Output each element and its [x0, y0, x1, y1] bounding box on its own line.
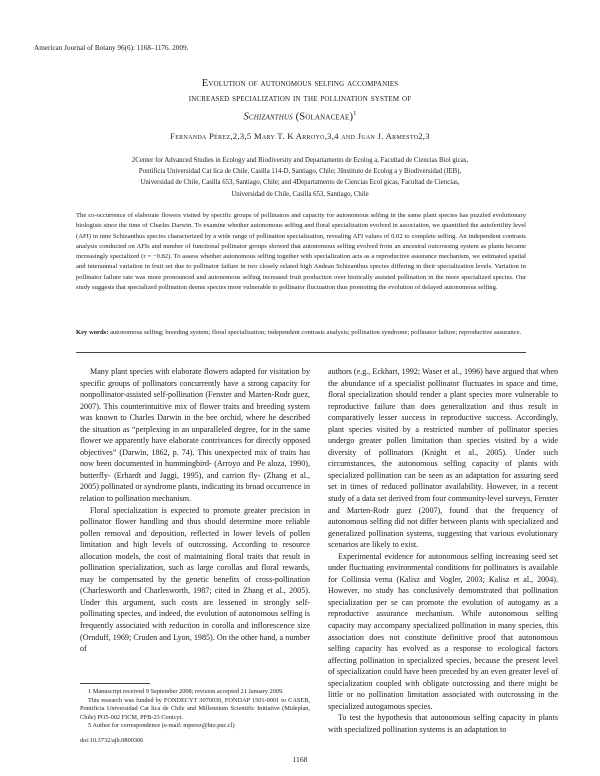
body-column-right — [328, 366, 558, 736]
title-line-3 — [60, 106, 540, 125]
section-divider — [76, 352, 526, 353]
footnote-divider — [80, 683, 150, 684]
title-genus: Schizanthus — [243, 111, 293, 123]
body-paragraph: authors (e.g., Eckhart, 1992; Waser et al., 1996) have argued that when the abundance of a specialist pollinator fluctuates in space and time, floral specialization should render a plant species more vulnerable to reproductive failure than does generalization and thus result in comparatively lesser success in reproductive success. Accordingly, plant species visited by a restricted number of pollinator species undergo greater pollen limitation than species visited by a wide diversity of pollinators (Knight et al., 2005). Under such circumstances, the autonomous selfing capacity of plants with specialized pollination can be seen as an adaptation for assuring seed set in times of reduced pollinator availability. However, in a recent study of a data set derived from four community-level surveys, Fenster and Marten-Rodr guez (2007), found that the frequency of autonomous selfing did not differ between plants with specialized and generalized pollination systems, suggesting that various evolutionary scenarios are likely to exist. — [328, 367, 558, 550]
footnote: This research was funded by FONDECYT 3070030, FONDAP 1501-0001 to CASEB, Pontificia Universidad Cat lica de Chile and Millennium Scientific Initiative (Mideplan, Chile) PO5-002 FICM, PFB-23 Conicyt. — [80, 696, 310, 721]
page-number: 1168 — [292, 755, 308, 764]
article-title — [60, 76, 540, 125]
author-list: Fernanda Pérez,2,3,5 Mary T. K Arroyo,3,4 and Juan J. Armesto2,3 — [170, 131, 430, 141]
affiliation-line: Pontificia Universidad Cat lica de Chile, Casilla 114-D, Santiago, Chile; 3Instituto de Ecolog a y Biodiversidad (IEB), — [138, 168, 462, 176]
body-column-left — [80, 366, 310, 655]
keywords-label: Key words: — [76, 329, 109, 336]
abstract: The co-occurrence of elaborate flowers visited by specific groups of pollinators and capacity for autonomous selfing in the same plant species has puzzled evolutionary biologists since the time of Charles Darwin. To examine whether autonomous selfing and floral specialization evolved in association, we quantified the autofertility level (AFI) in nine Schizanthus species characterized by a wide range of pollination specialization, revealing AFI values of 0.02 to complete selfing. An independent contrasts analysis conducted on AFIs and number of functional pollinator groups showed that autonomous selfing evolved from an ancestral outcrossing system as plants became increasingly specialized (r = −0.82). To assess whether autonomous selfing together with specialization acts as a reproductive assurance mechanism, we estimated spatial and interannual variation in fruit set due to pollinator failure in two closely related high Andean Schizanthus species differing in their specialization levels. Variation in pollinator failure rate was more pronounced and autonomous selfing increased fruit production over biotically assisted pollination in the more specialized species. Our study suggests that specialized pollination deems species more vulnerable to pollinator fluctuation thus promoting the evolution of delayed autonomous selfing. — [76, 212, 526, 292]
affiliation-line: Universidad de Chile, Casilla 653, Santiago, Chile; and 4Departamento de Ciencias Ecol gicas, Facultad de Ciencias, — [140, 179, 460, 187]
affiliation-line: Universidad de Chile, Casilla 653, Santiago, Chile — [231, 190, 369, 198]
body-paragraph: To test the hypothesis that autonomous selfing capacity in plants with specialized pollination systems is an adaptation to — [328, 713, 558, 734]
title-footnote-mark: 1 — [353, 110, 357, 117]
title-family: (Solanaceae) — [295, 111, 354, 123]
journal-citation: American Journal of Botany 96(6): 1168–1176. 2009. — [34, 44, 189, 52]
body-paragraph: Floral specialization is expected to promote greater precision in pollinator flower handling and thus should determine more reliable pollen removal and deposition, reflected in lower levels of pollen limitation and high levels of outcrossing. According to resource allocation models, the cost of maintaining floral traits that result in pollination specialization, such as large corollas and floral rewards, may be compensated by the genetic benefits of cross-pollination (Charlesworth and Charlesworth, 1987; cited in Zhang et al., 2005). Under this argument, such costs are lessened in strongly self-pollinating species, and indeed, the evolution of autonomous selfing is frequently associated with reduction in corolla and inflorescence size (Ornduff, 1969; Cruden and Lyon, 1985). On the other hand, a number of — [80, 505, 310, 654]
affiliation-line: 2Center for Advanced Studies in Ecology and Biodiversity and Departamento de Ecolog a, Facultad de Ciencias Biol gicas, — [131, 157, 469, 164]
footnotes — [80, 688, 310, 731]
keywords — [76, 328, 526, 338]
doi: doi:10.3732/ajb.0800306 — [80, 737, 144, 744]
affiliations — [66, 155, 534, 200]
title-line-1: Evolution of autonomous selfing accompanies — [201, 78, 399, 89]
body-paragraph: Many plant species with elaborate flowers adapted for visitation by specific groups of pollinators concurrently have a strong capacity for nonpollinator-assisted self-pollination (Fenster and Marten-Rodr guez, 2007). This counterintuitive mix of flower traits and breeding system was known to Charles Darwin in the bee orchid, where he described the situation as “perplexing in an unparalleled degree, for in the same flower we apparently have elaborate contrivances for directly opposed objectives” (Darwin, 1862, p. 74). This unexpected mix of traits has now been documented in hummingbird- (Arroyo and Pe aloza, 1990), butterfly- (Erhardt and Jaggi, 1995), and carrion fly- (Zhang et al., 2005) pollinated or syndrome plants, indicating its broad occurrence in relation to pollination mechanism. — [80, 367, 310, 504]
keywords-text: autonomous selfing; breeding system; floral specialization; independent contrasts analysis; pollination syndrome; pollinator failure; reproductive assurance. — [110, 329, 522, 336]
footnote: 1 Manuscript received 9 September 2008; revision accepted 21 January 2009. — [88, 688, 284, 695]
title-line-2: increased specialization in the pollination system of — [188, 93, 412, 104]
footnote: 5 Author for correspondence (e-mail: mperez@bio.puc.cl) — [88, 722, 235, 730]
body-paragraph: Experimental evidence for autonomous selfing increasing seed set under fluctuating environmental conditions for pollinators is available for Collinsia verna (Kalisz and Vogler, 2003; Kalisz et al., 2004). However, no study has conclusively demonstrated that pollination specialization per se can promote the evolution of autogamy as a reproductive assurance mechanism. While autonomous selfing capacity may accompany specialized pollination in many species, this association does not constitute definitive proof that autonomous selfing capacity has evolved as a response to ecological factors affecting pollination in specialized species, because the present level of specialization could have been preceded by an even greater level of specialization coupled with obligate outcrossing and there might be little or no pollination limitation associated with outcrossing in the specialized autogamous species. — [328, 551, 558, 711]
